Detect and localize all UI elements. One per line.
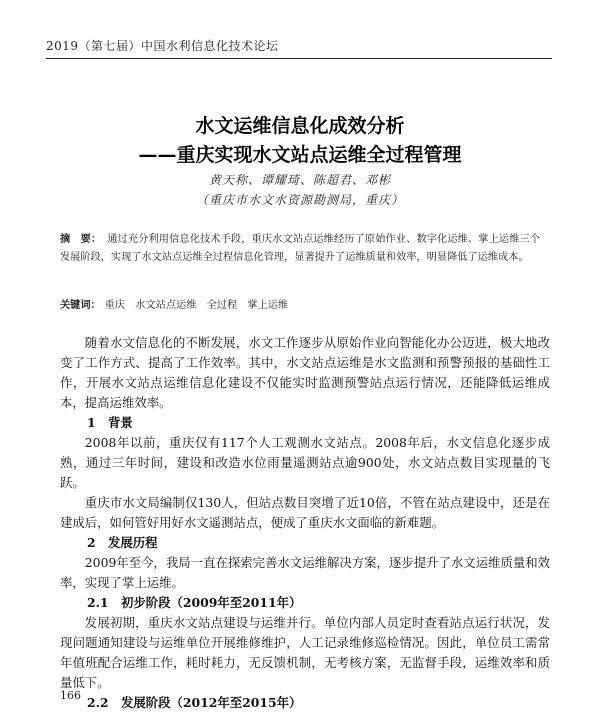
paper-subtitle: ——重庆实现水文站点运维全过程管理 <box>138 144 462 166</box>
section-heading-history: 2 发展历程 <box>87 535 158 550</box>
page-number: 166 <box>60 689 81 702</box>
intro-paragraph: 随着水文信息化的不断发展，水文工作逐步从原始作业向智能化办公迈进，极大地改变了工作方式、提高了工作效率。其中，水文站点运维是水文监测和预警预报的基础性工作，开展水文站点运维信息化建设不仅能实时监测预警站点运行情况，还能降低运维成本，提高运维效率。 <box>60 335 550 410</box>
keywords <box>60 296 540 315</box>
section-heading-background: 1 背景 <box>87 415 133 430</box>
background-paragraph-1: 2008年以前，重庆仅有117个人工观测水文站点。2008年后，水文信息化逐步成熟，通过三年时间，建设和改造水位雨量遥测站点逾900处，水文站点数目实现量的飞跃。 <box>60 435 550 490</box>
keywords-text: 重庆 水文站点运维 全过程 掌上运维 <box>104 300 289 311</box>
abstract-label: 摘 要： <box>60 233 102 245</box>
background-paragraph-2: 重庆市水文局编制仅130人，但站点数目突增了近10倍，不管在站点建设中，还是在建成后，如何管好用好水文遥测站点，便成了重庆水文面临的新难题。 <box>60 495 550 530</box>
abstract-text: 通过充分利用信息化技术手段，重庆水文站点运维经历了原始作业、数字化运维、掌上运维三个发展阶段，实现了水文站点运维全过程信息化管理，显著提升了运维质量和效率，明显降低了运维成本。 <box>60 234 541 263</box>
authors: 黄天称、谭耀琦、陈超君、邓彬 <box>208 173 391 187</box>
subsection-heading-development: 2.2 发展阶段（2012年至2015年） <box>87 695 302 710</box>
running-head: 2019（第七届）中国水利信息化技术论坛 <box>46 39 279 53</box>
keywords-label: 关键词： <box>60 299 101 311</box>
subsection-heading-initial: 2.1 初步阶段（2009年至2011年） <box>87 595 302 610</box>
history-paragraph: 2009年至今，我局一直在探索完善水文运维解决方案，逐步提升了水文运维质量和效率，实现了掌上运维。 <box>60 555 551 590</box>
affiliation: （重庆市水文水资源勘测局，重庆） <box>195 193 404 207</box>
paper-title: 水文运维信息化成效分析 <box>195 115 405 137</box>
abstract <box>60 230 540 267</box>
initial-stage-paragraph: 发展初期，重庆水文站点建设与运维并行。单位内部人员定时查看站点运行状况，发现问题通知建设与运维单位开展维修维护，人工记录维修巡检情况。因此，单位员工需常年值班配合运维工作，耗时耗力，无反馈机制，无考核方案，无监督手段，运维效率和质量低下。 <box>60 615 550 690</box>
header-rule <box>46 58 552 59</box>
body-text <box>60 333 550 713</box>
